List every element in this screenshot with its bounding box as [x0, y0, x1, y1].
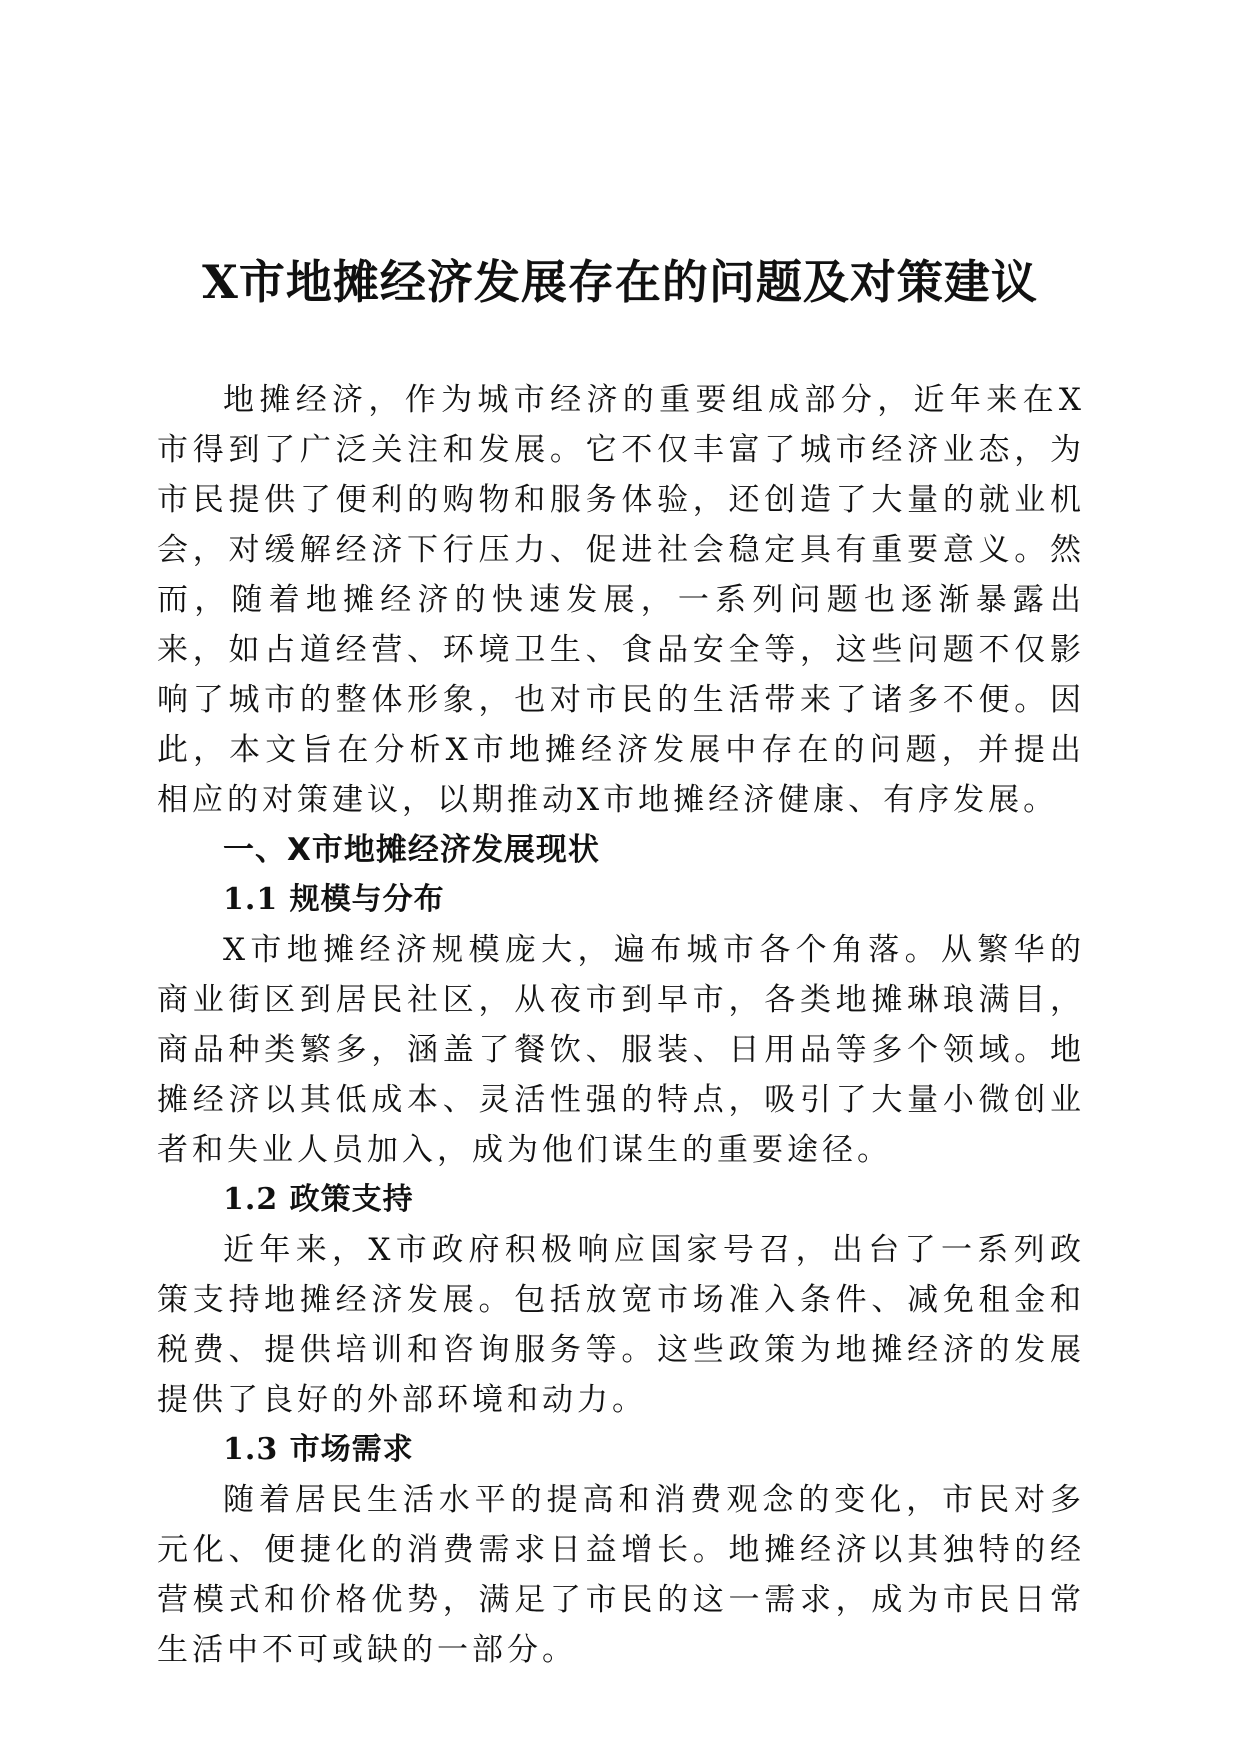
- subsection-heading-1-3: 1.3 市场需求: [223, 1432, 414, 1467]
- subsection-heading-1-2: 1.2 政策支持: [223, 1182, 414, 1217]
- subsection-paragraph-1-1: X市地摊经济规模庞大，遍布城市各个角落。从繁华的商业街区到居民社区，从夜市到早市，各类地摊琳琅满目，商品种类繁多，涵盖了餐饮、服装、日用品等多个领域。地摊经济以其低成本、灵活性强的特点，吸引了大量小微创业者和失业人员加入，成为他们谋生的重要途径。: [157, 932, 1085, 1168]
- subsection-heading-1-1: 1.1 规模与分布: [223, 882, 445, 917]
- intro-paragraph: 地摊经济，作为城市经济的重要组成部分，近年来在X市得到了广泛关注和发展。它不仅丰富了城市经济业态，为市民提供了便利的购物和服务体验，还创造了大量的就业机会，对缓解经济下行压力、促进社会稳定具有重要意义。然而，随着地摊经济的快速发展，一系列问题也逐渐暴露出来，如占道经营、环境卫生、食品安全等，这些问题不仅影响了城市的整体形象，也对市民的生活带来了诸多不便。因此，本文旨在分析X市地摊经济发展中存在的问题，并提出相应的对策建议，以期推动X市地摊经济健康、有序发展。: [157, 382, 1085, 818]
- subsection-paragraph-1-2: 近年来，X市政府积极响应国家号召，出台了一系列政策支持地摊经济发展。包括放宽市场准入条件、减免租金和税费、提供培训和咨询服务等。这些政策为地摊经济的发展提供了良好的外部环境和动力。: [157, 1232, 1085, 1418]
- subsection-paragraph-1-3: 随着居民生活水平的提高和消费观念的变化，市民对多元化、便捷化的消费需求日益增长。地摊经济以其独特的经营模式和价格优势，满足了市民的这一需求，成为市民日常生活中不可或缺的一部分。: [157, 1482, 1085, 1668]
- document-title: X市地摊经济发展存在的问题及对策建议: [202, 255, 1038, 309]
- section-heading-1: 一、X市地摊经济发展现状: [223, 832, 600, 868]
- document-body: [157, 375, 1085, 1675]
